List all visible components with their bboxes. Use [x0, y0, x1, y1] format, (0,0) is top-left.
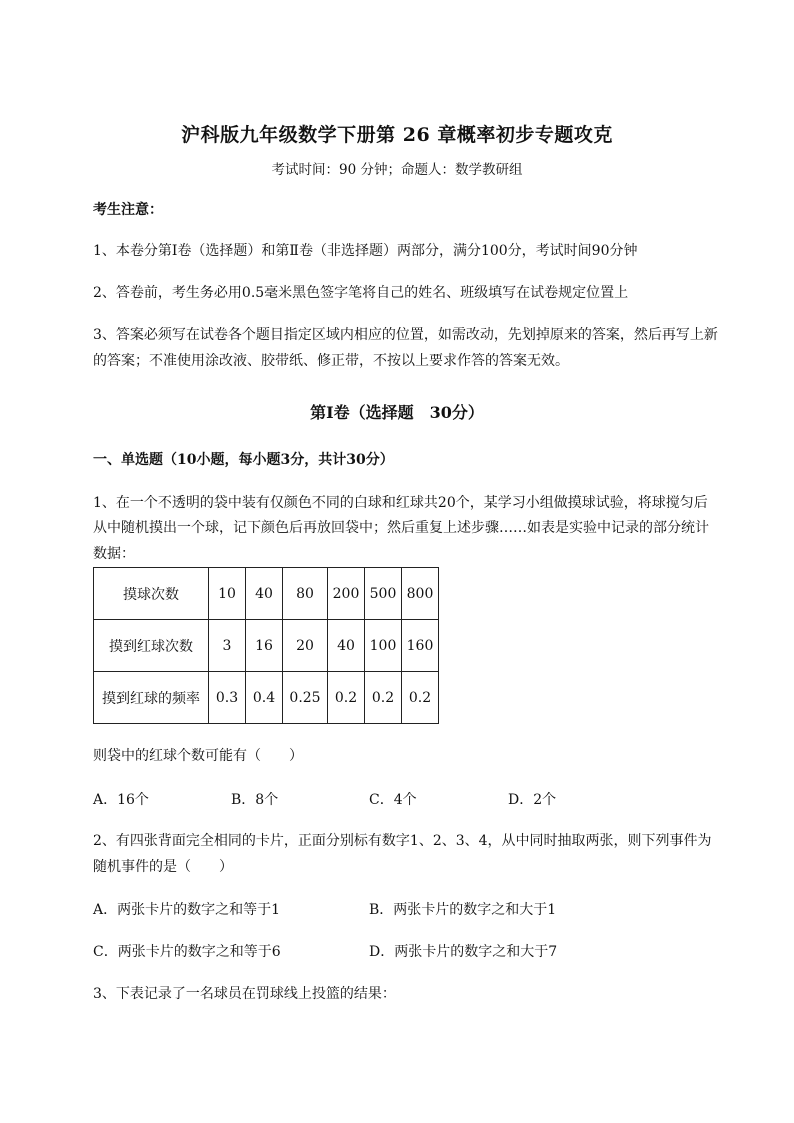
- q2-option-a: A．两张卡片的数字之和等于1: [93, 902, 281, 918]
- notice-item-1: 1、本卷分第Ⅰ卷（选择题）和第Ⅱ卷（非选择题）两部分，满分100分，考试时间90分钟: [93, 243, 638, 259]
- table-cell: 200: [328, 568, 365, 620]
- table-cell: 40: [246, 568, 283, 620]
- table-row: [94, 620, 439, 672]
- q1-option-b: B．8个: [231, 792, 279, 808]
- table-cell: 0.3: [209, 672, 246, 724]
- table-cell: 0.25: [283, 672, 328, 724]
- q1-option-a: A．16个: [93, 792, 149, 808]
- exam-subtitle: 考试时间：90 分钟；命题人：数学教研组: [271, 162, 523, 178]
- q2-line-1: 2、有四张背面完全相同的卡片，正面分别标有数字1、2、3、4，从中同时抽取两张，则下列事件为: [93, 833, 712, 849]
- q1-option-c: C．4个: [369, 792, 417, 808]
- table-cell: 0.4: [246, 672, 283, 724]
- table-cell: 80: [283, 568, 328, 620]
- part-heading: 一、单选题（10小题，每小题3分，共计30分）: [93, 452, 394, 468]
- table-cell: 摸球次数: [94, 568, 209, 620]
- table-cell: 800: [402, 568, 439, 620]
- q1-line-1: 1、在一个不透明的袋中装有仅颜色不同的白球和红球共20个，某学习小组做摸球试验，将球搅匀后: [93, 495, 708, 511]
- table-cell: 160: [402, 620, 439, 672]
- table-cell: 100: [365, 620, 402, 672]
- table-cell: 500: [365, 568, 402, 620]
- table-cell: 16: [246, 620, 283, 672]
- notice-heading: 考生注意：: [93, 202, 163, 218]
- q1-question: 则袋中的红球个数可能有（ ）: [93, 748, 303, 764]
- q3-line-1: 3、下表记录了一名球员在罚球线上投篮的结果：: [93, 986, 396, 1002]
- table-cell: 0.2: [402, 672, 439, 724]
- q2-option-d: D．两张卡片的数字之和大于7: [369, 944, 558, 960]
- notice-item-3-cont: 的答案；不准使用涂改液、胶带纸、修正带，不按以上要求作答的答案无效。: [93, 353, 569, 369]
- table-cell: 摸到红球次数: [94, 620, 209, 672]
- q2-option-b: B．两张卡片的数字之和大于1: [369, 902, 557, 918]
- q1-data-table: [93, 567, 439, 724]
- notice-item-2: 2、答卷前，考生务必用0.5毫米黑色签字笔将自己的姓名、班级填写在试卷规定位置上: [93, 285, 629, 301]
- table-row: [94, 672, 439, 724]
- table-cell: 0.2: [365, 672, 402, 724]
- q2-line-2: 随机事件的是（ ）: [93, 859, 233, 875]
- table-row: [94, 568, 439, 620]
- table-cell: 3: [209, 620, 246, 672]
- notice-item-3: 3、答案必须写在试卷各个题目指定区域内相应的位置，如需改动，先划掉原来的答案，然后再写上新: [93, 327, 718, 343]
- section-title: 第Ⅰ卷（选择题 30分）: [310, 403, 484, 422]
- exam-title: 沪科版九年级数学下册第 26 章概率初步专题攻克: [181, 124, 613, 146]
- table-cell: 0.2: [328, 672, 365, 724]
- table-cell: 40: [328, 620, 365, 672]
- q2-option-c: C．两张卡片的数字之和等于6: [93, 944, 281, 960]
- table-cell: 摸到红球的频率: [94, 672, 209, 724]
- q1-line-2: 从中随机摸出一个球，记下颜色后再放回袋中；然后重复上述步骤……如表是实验中记录的部分统计: [93, 520, 709, 536]
- q1-option-d: D．2个: [508, 792, 557, 808]
- table-cell: 20: [283, 620, 328, 672]
- q1-line-3: 数据：: [93, 546, 135, 562]
- table-cell: 10: [209, 568, 246, 620]
